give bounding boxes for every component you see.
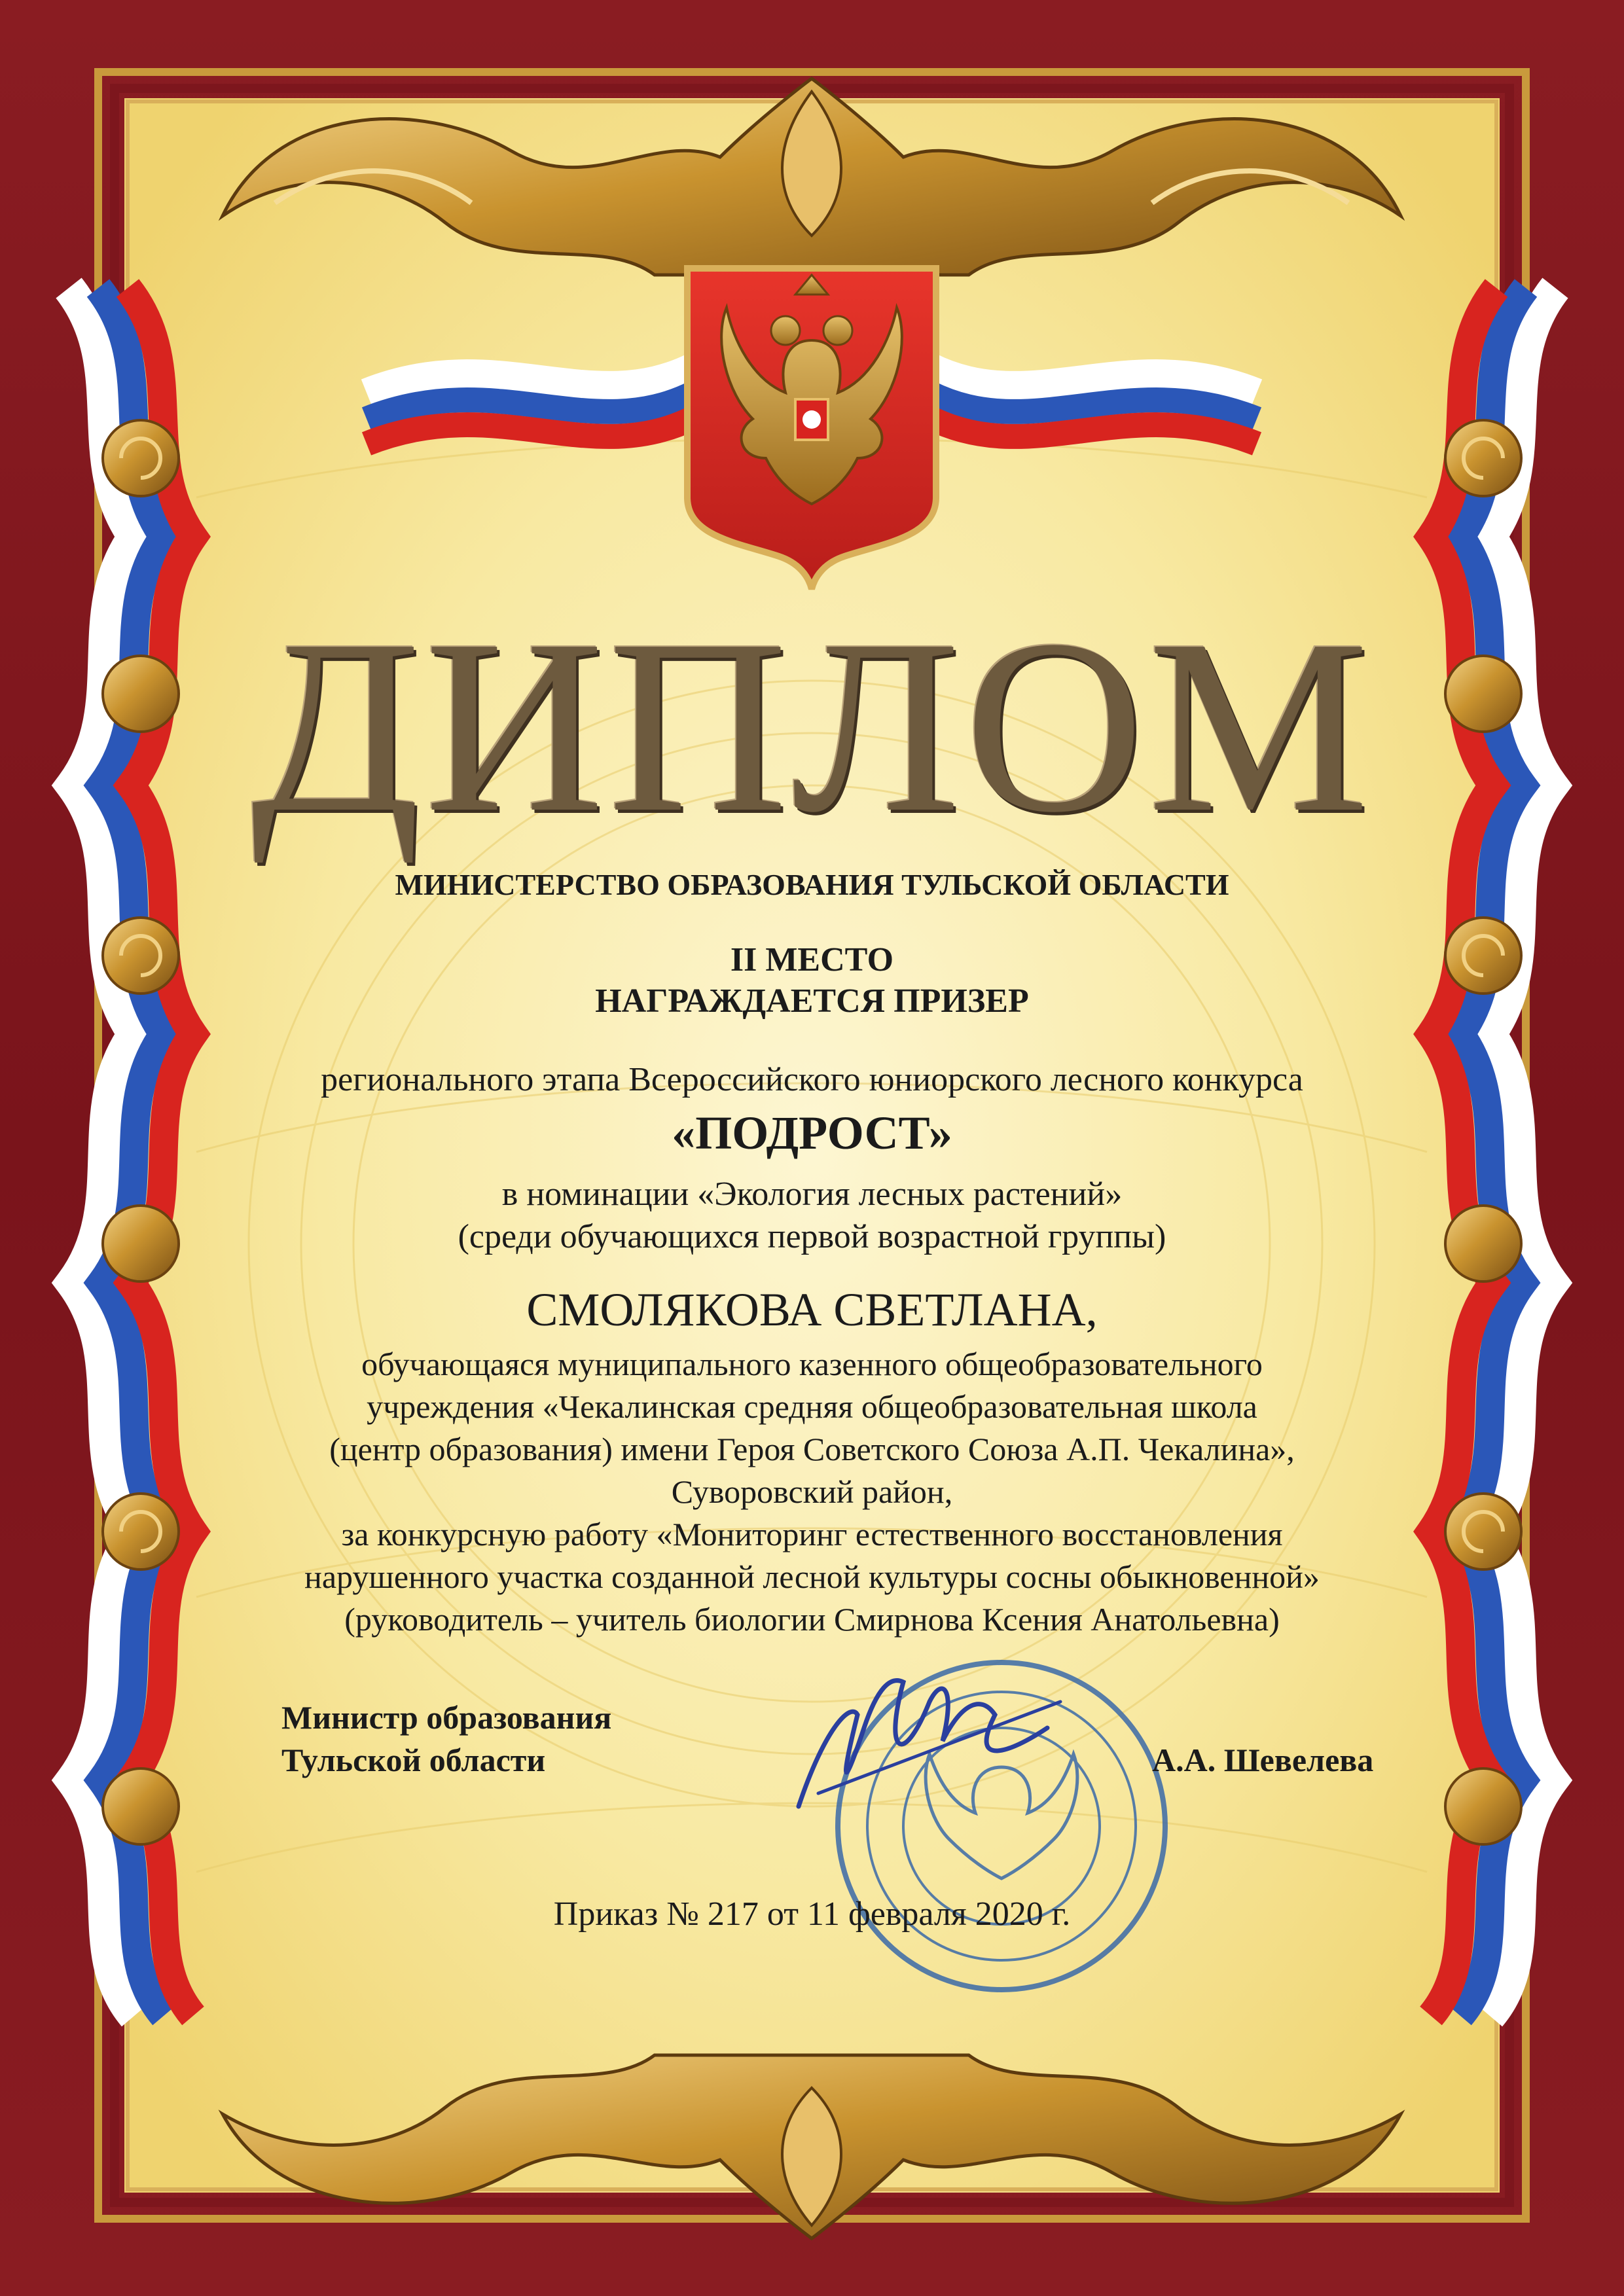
body-line-2: учреждения «Чекалинская средняя общеобразовательная школа bbox=[367, 1388, 1257, 1425]
signatory-title-line-1: Министр образования bbox=[281, 1699, 612, 1736]
stage-text: регионального этапа Всероссийского юниорского лесного конкурса bbox=[321, 1061, 1303, 1098]
signatory-name: А.А. Шевелева bbox=[1152, 1742, 1374, 1778]
ministry-heading: МИНИСТЕРСТВО ОБРАЗОВАНИЯ ТУЛЬСКОЙ ОБЛАСТИ bbox=[395, 868, 1229, 901]
nomination-text: в номинации «Экология лесных растений» bbox=[501, 1175, 1123, 1213]
order-reference: Приказ № 217 от 11 февраля 2020 г. bbox=[553, 1895, 1071, 1933]
body-line-4: Суворовский район, bbox=[671, 1473, 953, 1510]
age-group-text: (среди обучающихся первой возрастной группы) bbox=[458, 1218, 1166, 1255]
contest-name: «ПОДРОСТ» bbox=[672, 1107, 952, 1159]
diploma-title: ДИПЛОМ bbox=[251, 588, 1373, 864]
body-line-6: нарушенного участка созданной лесной культуры сосны обыкновенной» bbox=[304, 1558, 1320, 1595]
body-line-5: за конкурсную работу «Мониторинг естественного восстановления bbox=[341, 1516, 1283, 1552]
body-line-7: (руководитель – учитель биологии Смирнова Ксения Анатольевна) bbox=[344, 1601, 1280, 1638]
winner-name: СМОЛЯКОВА СВЕТЛАНА, bbox=[526, 1283, 1098, 1336]
place-label: II МЕСТО bbox=[730, 941, 894, 978]
signatory-title-line-2: Тульской области bbox=[281, 1742, 546, 1778]
awarded-label: НАГРАЖДАЕТСЯ ПРИЗЕР bbox=[595, 982, 1029, 1020]
body-line-1: обучающаяся муниципального казенного общеобразовательного bbox=[361, 1346, 1263, 1382]
body-line-3: (центр образования) имени Героя Советского Союза А.П. Чекалина», bbox=[329, 1431, 1295, 1467]
